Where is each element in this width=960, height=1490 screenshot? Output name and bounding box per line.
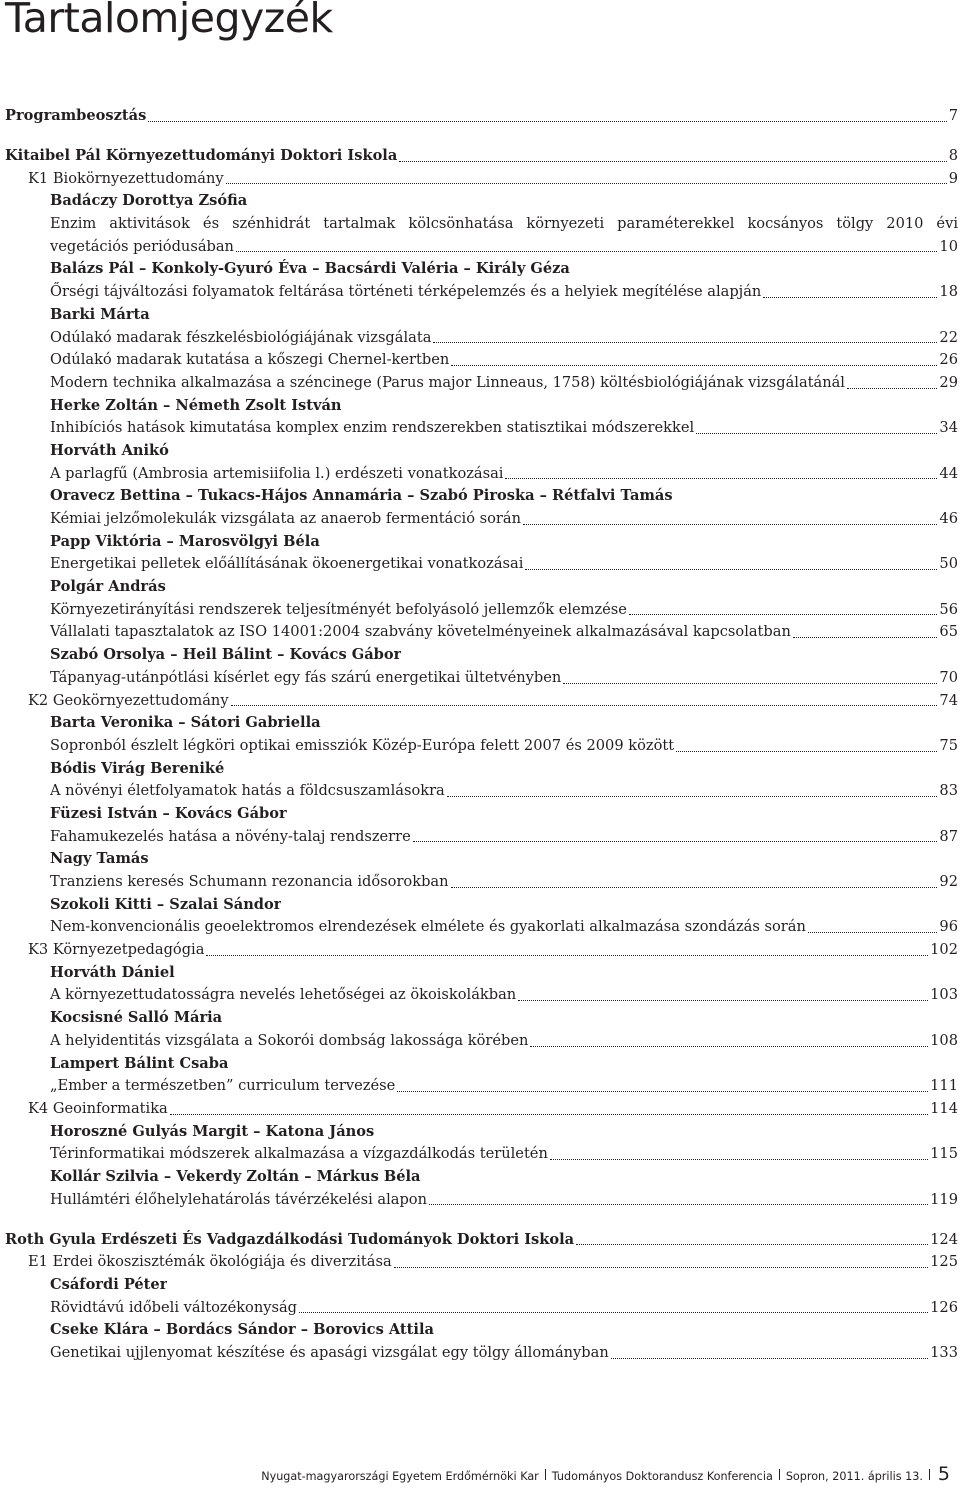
toc-page-number: 50 [939,555,958,573]
dot-leader [394,1266,929,1268]
dot-leader [576,1243,928,1245]
toc-entry[interactable] [0,826,958,849]
toc-entry-title: Enzim aktivitások és szénhidrát tartalmak kölcsönhatása környezeti paraméterekkel kocsányos tölgy 2010 évi [50,215,958,233]
toc-page-number: 34 [939,419,958,437]
dot-leader [505,477,937,479]
author-names: Csáfordi Péter [50,1276,168,1293]
toc-entry-title: Tranziens keresés Schumann rezonancia idősorokban [50,873,449,891]
dot-leader [523,523,937,525]
author-names: Bódis Virág Bereniké [50,759,225,777]
footer-separator [545,1469,546,1480]
dot-leader [847,387,937,389]
toc-page-number: 8 [948,146,958,164]
toc-page-number: 103 [930,986,958,1004]
toc-entry-title: Programbeosztás [5,107,147,124]
author-names: Horváth Anikó [50,441,169,459]
toc-entry[interactable] [0,213,958,258]
toc-entry[interactable] [0,871,958,894]
toc-entry[interactable] [0,984,958,1007]
toc-author-line [0,848,958,871]
author-names: Horváth Dániel [50,963,175,981]
toc-section-heading[interactable] [0,690,958,713]
toc-author-line [0,485,958,508]
toc-entry[interactable] [0,1030,958,1053]
toc-entry-title: A környezettudatosságra nevelés lehetőségei az ökoiskolákban [50,986,517,1004]
toc-entry-title: Nem-konvencionális geoelektromos elrendezések elmélete és gyakorlati alkalmazása szondázás során [50,918,806,936]
dot-leader [429,1203,928,1205]
toc-page-number: 29 [939,373,958,391]
author-names: Horoszné Gulyás Margit – Katona János [50,1122,375,1140]
dot-leader [676,750,937,752]
toc-entry[interactable] [0,916,958,939]
toc-section-heading[interactable] [0,1251,958,1274]
dot-leader [518,999,928,1001]
toc-author-line [0,962,958,985]
toc-entry[interactable] [0,1297,958,1320]
toc-entry[interactable] [0,372,958,395]
author-names: Polgár András [50,578,166,596]
author-names: Herke Zoltán – Németh Zsolt István [50,396,342,414]
toc-author-line [0,894,958,917]
toc-page-number: 9 [948,169,958,187]
toc-entry-title: Genetikai ujjlenyomat készítése és apasági vizsgálat egy tölgy állományban [50,1344,609,1362]
dot-leader [550,1158,928,1160]
toc-entry[interactable] [0,621,958,644]
toc-entry-title: Térinformatikai módszerek alkalmazása a vízgazdálkodás területén [50,1145,548,1163]
dot-leader [451,886,938,888]
toc-entry-title: Modern technika alkalmazása a széncinege (Parus major Linneaus, 1758) költésbiológiájának vizsgálatánál [50,373,845,391]
dot-leader [793,636,938,638]
toc-author-line [0,803,958,826]
dot-leader [611,1357,928,1359]
dot-leader [226,182,947,184]
toc-school-heading[interactable] [0,1229,958,1252]
toc-entry-title: Odúlakó madarak fészkelésbiológiájának vizsgálata [50,328,432,346]
toc-page-number: 119 [930,1190,958,1208]
dot-leader [451,364,937,366]
author-names: Badáczy Dorottya Zsófia [50,192,248,210]
toc-page-number: 124 [930,1230,958,1248]
author-names: Cseke Klára – Bordács Sándor – Borovics Attila [50,1321,434,1339]
author-names: Szokoli Kitti – Szalai Sándor [50,895,282,913]
toc-entry-title: Hullámtéri élőhelylehatárolás távérzékelési alapon [50,1190,427,1208]
toc-entry-title: Tápanyag-utánpótlási kísérlet egy fás szárú energetikai ültetvényben [50,668,562,686]
author-names: Kollár Szilvia – Vekerdy Zoltán – Márkus Béla [50,1167,421,1185]
dot-leader [433,341,937,343]
toc-entry-title: Inhibíciós hatások kimutatása komplex enzim rendszerekben statisztikai módszerekkel [50,419,695,437]
toc-entry-title: Odúlakó madarak kutatása a kőszegi Chernel-kertben [50,351,450,369]
author-names: Szabó Orsolya – Heil Bálint – Kovács Gábor [50,646,402,664]
toc-entry-title: K3 Környezetpedagógia [28,941,205,959]
toc-author-line [0,1007,958,1030]
toc-entry[interactable] [0,1342,958,1365]
toc-page-number: 87 [939,827,958,845]
toc-page-number: 114 [930,1099,958,1117]
dot-leader [206,954,928,956]
author-names: Balázs Pál – Konkoly-Gyuró Éva – Bacsárdi Valéria – Király Géza [50,260,570,278]
toc-entry-title: A növényi életfolyamatok hatás a földcsuszamlásokra [50,782,445,800]
toc-entry[interactable] [0,1075,958,1098]
footer-separator [779,1469,780,1480]
dot-leader [563,682,937,684]
toc-entry[interactable] [0,327,958,350]
toc-entry[interactable] [0,1143,958,1166]
toc-entry-title: Fahamukezelés hatása a növény-talaj rendszerre [50,827,411,845]
toc-author-line [0,258,958,281]
footer-institution: Nyugat-magyarországi Egyetem Erdőmérnöki Kar [261,1470,539,1483]
author-names: Oravecz Bettina – Tukacs-Hájos Annamária – Szabó Piroska – Rétfalvi Tamás [50,487,673,505]
toc-page-number: 96 [939,918,958,936]
toc-page-number: 108 [930,1031,958,1049]
toc-page-number: 111 [930,1077,958,1095]
dot-leader [399,160,946,162]
toc-entry-title: Őrségi tájváltozási folyamatok feltárása történeti térképelemzés és a helyiek megítélése alapján [50,283,762,301]
toc-entry[interactable] [0,667,958,690]
toc-entry[interactable] [0,599,958,622]
toc-page-number: 75 [939,736,958,754]
toc-entry-title: Környezetirányítási rendszerek teljesítményét befolyásoló jellemzők elemzése [50,600,627,618]
toc-author-line [0,1121,958,1144]
toc-author-line [0,758,958,781]
toc-page-number: 46 [939,510,958,528]
toc-author-line [0,576,958,599]
toc-page-number: 7 [948,107,958,124]
table-of-contents [0,105,958,1365]
toc-entry[interactable] [0,417,958,440]
toc-author-line [0,395,958,418]
author-names: Papp Viktória – Marosvölgyi Béla [50,532,320,550]
author-names: Nagy Tamás [50,850,149,868]
toc-entry[interactable] [0,349,958,372]
toc-author-line [0,304,958,327]
toc-author-line [0,1319,958,1342]
author-names: Lampert Bálint Csaba [50,1054,229,1072]
dot-leader [299,1311,928,1313]
toc-page-number: 126 [930,1298,958,1316]
toc-page-number: 44 [939,464,958,482]
toc-page-number: 70 [939,668,958,686]
page-number: 5 [937,1463,950,1485]
toc-author-line [0,1166,958,1189]
toc-page-number: 125 [930,1253,958,1271]
dot-leader [148,120,946,122]
toc-page-number: 74 [939,691,958,709]
dot-leader [447,795,938,797]
dot-leader [763,296,937,298]
toc-author-line [0,190,958,213]
toc-entry-title: A helyidentitás vizsgálata a Sokorói dombság lakossága körében [50,1031,529,1049]
toc-entry-title: Roth Gyula Erdészeti És Vadgazdálkodási Tudományok Doktori Iskola [5,1230,575,1248]
dot-leader [808,931,938,933]
toc-page-number: 22 [939,328,958,346]
dot-leader [696,432,937,434]
toc-author-line [0,644,958,667]
toc-section-heading[interactable] [0,168,958,191]
author-names: Füzesi István – Kovács Gábor [50,804,287,822]
toc-entry[interactable] [0,780,958,803]
toc-author-line [0,712,958,735]
toc-entry[interactable] [0,463,958,486]
toc-entry[interactable] [0,508,958,531]
toc-page-number: 133 [930,1344,958,1362]
dot-leader [231,704,938,706]
footer-conference: Tudományos Doktorandusz Konferencia [551,1470,773,1483]
dot-leader [413,840,938,842]
toc-page-number: 65 [939,623,958,641]
toc-page-number: 18 [939,283,958,301]
toc-entry-title: Kémiai jelzőmolekulák vizsgálata az anaerob fermentáció során [50,510,521,528]
toc-page-number: 26 [939,351,958,369]
dot-leader [397,1090,928,1092]
dot-leader [236,250,937,252]
toc-author-line [0,440,958,463]
toc-entry-title: „Ember a természetben” curriculum tervezése [50,1077,396,1095]
toc-author-line [0,1274,958,1297]
toc-page-number: 56 [939,600,958,618]
toc-page-number: 83 [939,782,958,800]
toc-entry-title: Kitaibel Pál Környezettudományi Doktori Iskola [5,146,398,164]
page-footer [261,1463,950,1485]
toc-section-heading[interactable] [0,1098,958,1121]
toc-entry-title: K2 Geokörnyezettudomány [28,691,229,709]
dot-leader [170,1113,928,1115]
toc-entry-title: K4 Geoinformatika [28,1099,168,1117]
toc-entry[interactable] [0,553,958,576]
toc-page-number: 92 [939,873,958,891]
toc-entry-title: Vállalati tapasztalatok az ISO 14001:2004 szabvány követelményeinek alkalmazásával kapcsolatban [50,623,791,641]
toc-page-number: 115 [930,1145,958,1163]
author-names: Kocsisné Salló Mária [50,1009,223,1027]
toc-school-heading[interactable] [0,105,958,128]
author-names: Barki Márta [50,305,150,323]
toc-entry-title-continued: vegetációs periódusában [50,237,234,255]
toc-page-number: 102 [930,941,958,959]
toc-section-heading[interactable] [0,939,958,962]
toc-entry[interactable] [0,1189,958,1212]
toc-entry-title: E1 Erdei ökoszisztémák ökológiája és diverzitása [28,1253,392,1271]
footer-separator [929,1469,930,1480]
toc-entry-title: Energetikai pelletek előállításának ökoenergetikai vonatkozásai [50,555,524,573]
footer-date: Sopron, 2011. április 13. [785,1470,923,1483]
dot-leader [629,613,937,615]
toc-school-heading[interactable] [0,145,958,168]
toc-entry[interactable] [0,281,958,304]
toc-entry[interactable] [0,735,958,758]
toc-entry-title: Rövidtávú időbeli változékonyság [50,1298,298,1316]
dot-leader [525,568,937,570]
toc-entry-title: Sopronból észlelt légköri optikai emissziók Közép-Európa felett 2007 és 2009 között [50,736,675,754]
page-title: Tartalomjegyzék [5,0,333,42]
toc-entry-title: A parlagfű (Ambrosia artemisiifolia l.) erdészeti vonatkozásai [50,464,504,482]
author-names: Barta Veronika – Sátori Gabriella [50,714,321,732]
toc-author-line [0,1053,958,1076]
toc-author-line [0,531,958,554]
dot-leader [530,1045,928,1047]
toc-entry-title: K1 Biokörnyezettudomány [28,169,224,187]
toc-page-number: 10 [939,237,958,255]
